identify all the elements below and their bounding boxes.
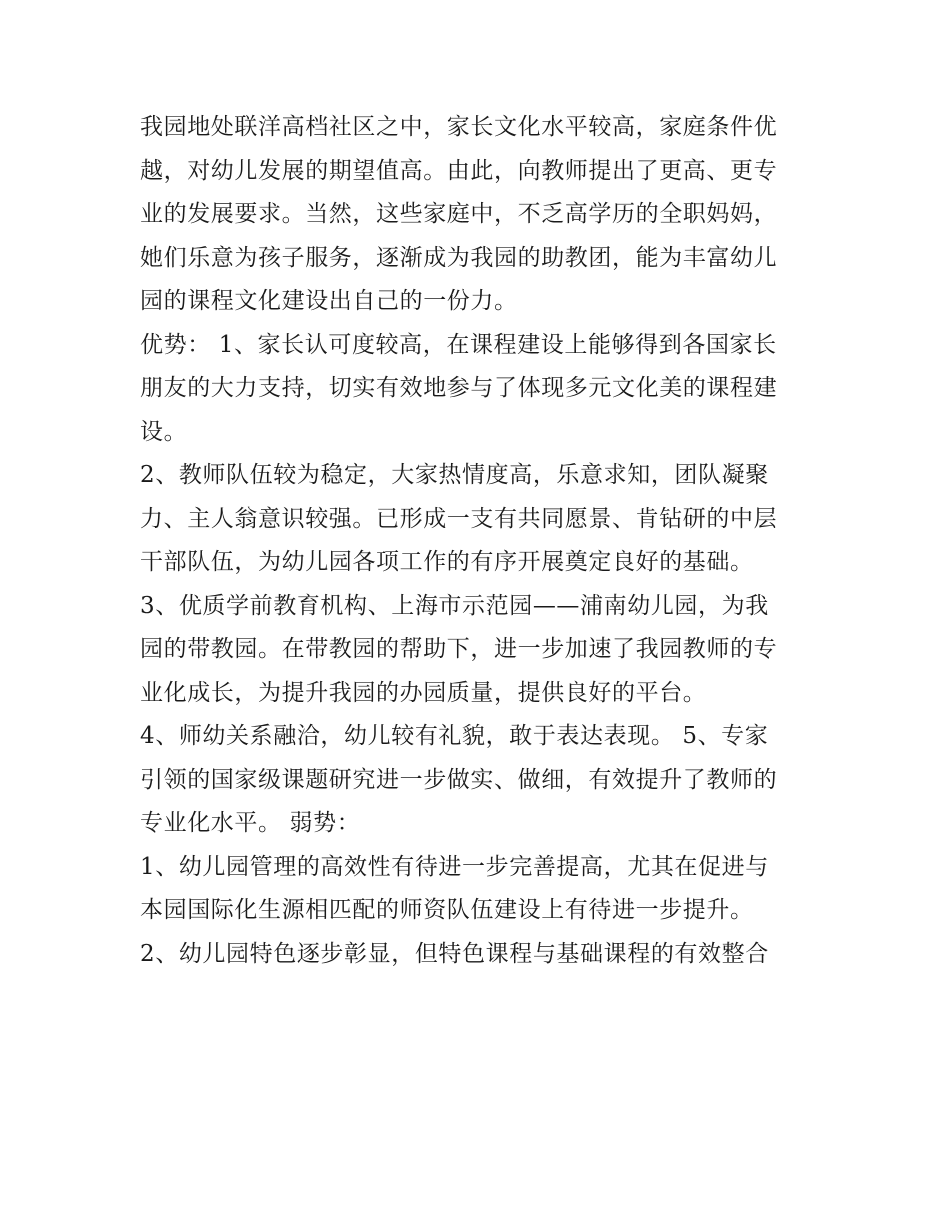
- text-line: 设。: [140, 418, 188, 445]
- text-line: 她们乐意为孩子服务，逐渐成为我园的助教团，能为丰富幼儿: [140, 244, 778, 271]
- text-line: 优势： 1、家长认可度较高，在课程建设上能够得到各国家长: [140, 331, 777, 358]
- text-line: 专业化水平。 弱势：: [140, 810, 361, 836]
- text-line: 本园国际化生源相匹配的师资队伍建设上有待进一步提升。: [140, 897, 754, 923]
- text-line: 引领的国家级课题研究进一步做实、做细，有效提升了教师的: [140, 766, 778, 793]
- text-line: 越，对幼儿发展的期望值高。由此，向教师提出了更高、更专: [140, 157, 778, 184]
- text-line: 3、优质学前教育机构、上海市示范园——浦南幼儿园，为我: [140, 592, 769, 619]
- text-line: 朋友的大力支持，切实有效地参与了体现多元文化美的课程建: [140, 375, 778, 401]
- text-line: 业化成长，为提升我园的办园质量，提供良好的平台。: [140, 679, 707, 706]
- text-line: 4、师幼关系融洽，幼儿较有礼貌，敢于表达表现。 5、专家: [140, 723, 769, 749]
- text-line: 干部队伍，为幼儿园各项工作的有序开展奠定良好的基础。: [140, 549, 754, 575]
- body-text: [140, 106, 830, 976]
- text-line: 力、主人翁意识较强。已形成一支有共同愿景、肯钻研的中层: [140, 505, 778, 532]
- text-line: 1、幼儿园管理的高效性有待进一步完善提高，尤其在促进与: [140, 853, 769, 880]
- text-line: 2、教师队伍较为稳定，大家热情度高，乐意求知，团队凝聚: [140, 462, 769, 488]
- text-line: 2、幼儿园特色逐步彰显，但特色课程与基础课程的有效整合: [140, 940, 769, 967]
- text-line: 园的课程文化建设出自己的一份力。: [140, 288, 518, 314]
- text-line: 业的发展要求。当然，这些家庭中，不乏高学历的全职妈妈，: [140, 201, 778, 227]
- text-line: 我园地处联洋高档社区之中，家长文化水平较高，家庭条件优: [140, 114, 778, 140]
- text-line: 园的带教园。在带教园的帮助下，进一步加速了我园教师的专: [140, 636, 778, 662]
